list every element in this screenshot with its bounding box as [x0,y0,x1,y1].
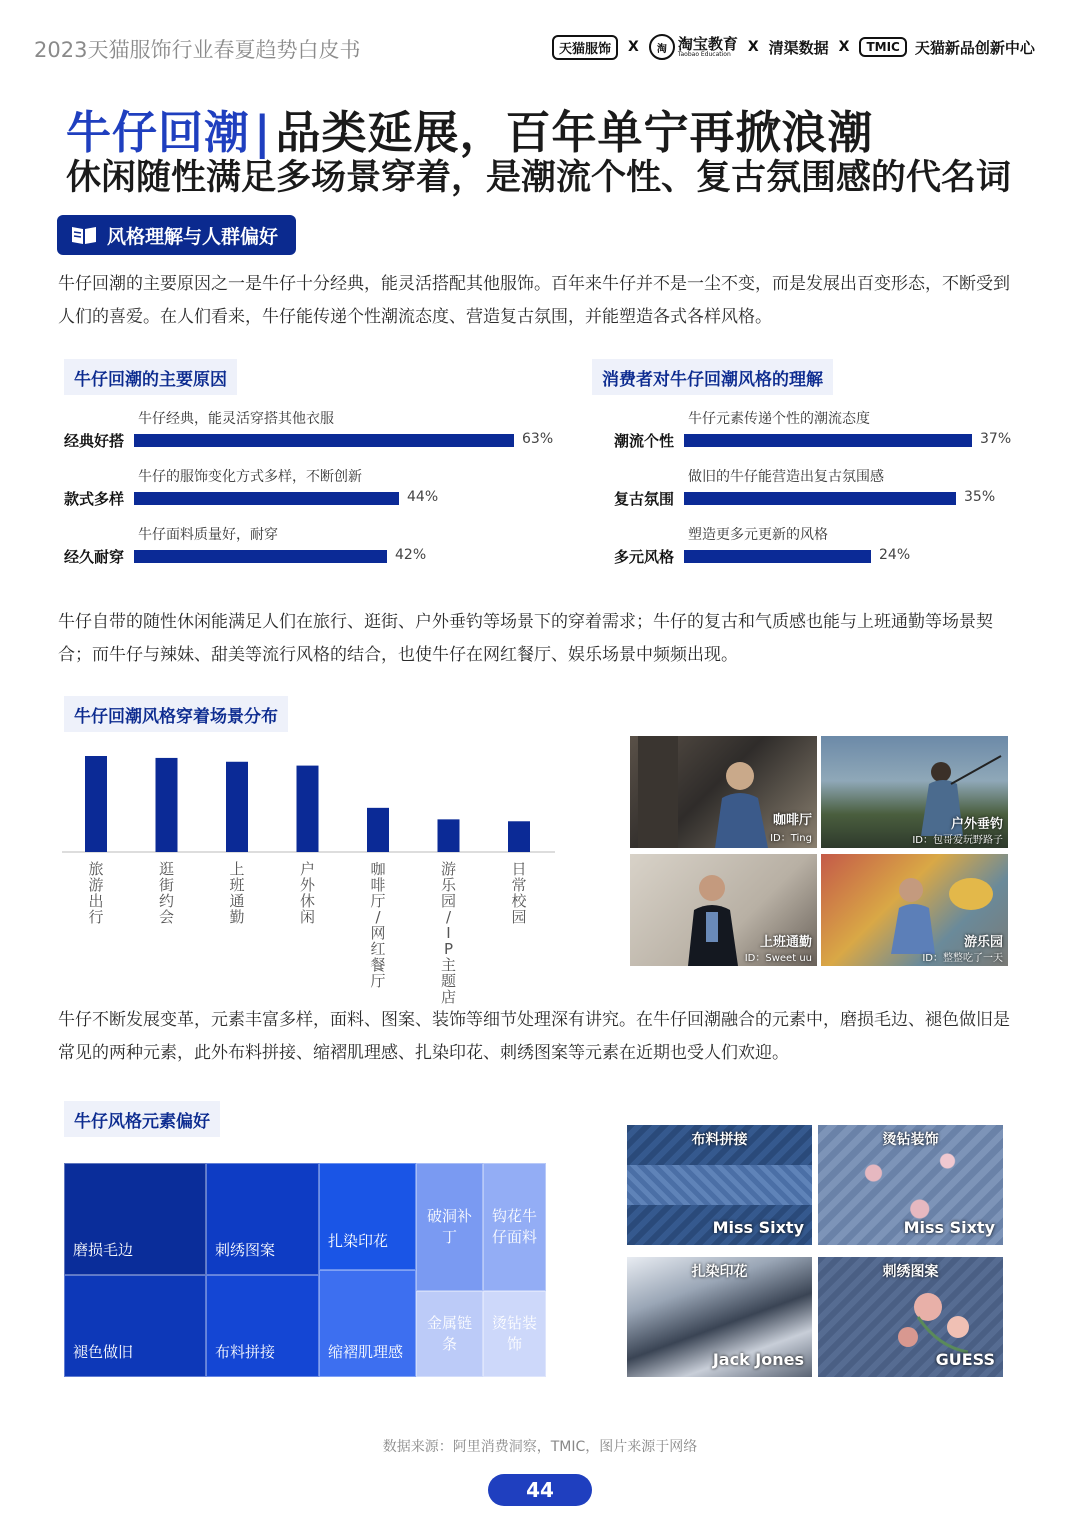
x-tick-label: 通 [229,892,245,910]
x-tick-label: I [446,924,451,942]
headline-bar: | [254,106,272,159]
x-tick-label: 校 [511,892,527,910]
x-tick-label: / [445,908,452,926]
x-tick-label: 厅 [370,892,386,910]
treemap-cell-tie-dye [319,1163,416,1270]
x-tick-label: 网 [370,924,386,942]
x-tick-label: 店 [440,988,457,1006]
element-photo-tie-dye [627,1257,812,1377]
section-header [57,215,296,255]
headline-rest: 品类延展，百年单宁再掀浪潮 [275,106,874,159]
bar [684,550,871,563]
bar-value-label: 35% [964,489,996,505]
x-tick-label: P [443,940,454,958]
separator: X [838,39,850,55]
chart-title-elements: 牛仔风格元素偏好 [64,1101,220,1137]
bar [367,808,389,852]
x-tick-label: 外 [299,876,316,894]
treemap-cell-embroidery [206,1163,319,1275]
headline-highlight: 牛仔回潮 [66,106,251,159]
bar-description: 牛仔元素传递个性的潮流态度 [688,411,870,427]
book-icon [71,225,97,245]
reasons-bar-chart [64,408,564,578]
treemap-cell-chain [416,1291,483,1377]
x-tick-label: 出 [88,892,104,910]
x-tick-label: 日 [511,860,527,878]
x-tick-label: 户 [299,860,316,878]
bar-value-label: 37% [980,431,1012,447]
report-title: 2023天猫服饰行业春夏趋势白皮书 [34,38,361,62]
x-tick-label: 逛 [158,860,175,878]
bar [156,758,178,852]
x-tick-label: 上 [229,860,245,878]
qingqu-data-logo: 清渠数据 [768,38,829,57]
x-tick-label: 行 [88,908,104,926]
bar-category-label: 潮流个性 [614,432,675,450]
taobao-circle-icon: 淘 [649,34,675,60]
bar-description: 做旧的牛仔能营造出复古氛围感 [688,469,884,485]
treemap-cell-worn-edges [64,1163,206,1275]
scene-photo-commute [630,854,817,966]
elements-paragraph: 牛仔不断发展变革，元素丰富多样，面料、图案、装饰等细节处理深有讲究。在牛仔回潮融合的元素中，磨损毛边、褪色做旧是常见的两种元素，此外布料拼接、缩褶肌理感、扎染印花、刺绣图案等元素在近期也受人们欢迎。 [58,1010,1010,1063]
tmic-badge: TMIC [859,37,906,57]
treemap-cell-patchwork [206,1275,319,1377]
chart-title-understanding: 消费者对牛仔回潮风格的理解 [592,359,833,395]
bar-value-label: 63% [522,431,554,447]
x-tick-label: 咖 [370,860,386,878]
treemap-cell-crochet [483,1163,546,1291]
bar [438,819,460,852]
element-photo-title: 刺绣图案 [882,1264,939,1280]
page-subheadline: 休闲随性满足多场景穿着，是潮流个性、复古氛围感的代名词 [66,158,1012,198]
element-photo-title: 扎染印花 [691,1264,748,1280]
x-tick-label: 啡 [370,876,386,894]
x-tick-label: 班 [229,876,245,894]
scene-caption: 咖啡厅 [772,813,812,828]
treemap-label: 布料拼接 [215,1343,276,1361]
x-tick-label: 餐 [370,956,386,974]
x-tick-label: 旅 [88,860,104,878]
element-photo-title: 烫钻装饰 [882,1132,939,1148]
scene-caption: 上班通勤 [759,935,812,950]
x-tick-label: 勤 [229,908,245,926]
x-tick-label: 闲 [299,908,316,926]
x-tick-label: 乐 [440,876,457,894]
bar-description: 牛仔的服饰变化方式多样，不断创新 [138,469,362,485]
bar-value-label: 44% [407,489,439,505]
treemap-cell-rhinestone [483,1291,546,1377]
scene-bar-chart [60,740,560,1006]
x-tick-label: 厅 [370,972,386,990]
treemap-cell-ripped [416,1163,483,1291]
bar-category-label: 款式多样 [64,490,125,508]
element-photo-embroidery [818,1257,1003,1377]
treemap-label: 破洞补丁 [426,1207,472,1246]
bar-category-label: 多元风格 [614,548,675,566]
treemap-cell-ruching [319,1270,416,1377]
x-tick-label: 约 [158,892,175,910]
bar [297,766,319,852]
separator: X [628,39,639,55]
bar-value-label: 42% [395,547,427,563]
understanding-bar-chart [614,408,1044,578]
partner-subtitle: Taobao Education [677,50,731,58]
x-tick-label: 园 [440,892,457,910]
tmic-logo-text: 天猫新品创新中心 [914,38,1035,57]
page-number: 44 [488,1474,592,1506]
tmall-apparel-logo: 天猫服饰 [552,35,618,60]
section-title: 风格理解与人群偏好 [107,225,279,248]
bar [226,762,248,852]
scene-credit: ID：Ting [770,833,812,844]
scene-caption: 游乐园 [963,935,1003,950]
bar [134,492,399,505]
data-source-note: 数据来源：阿里消费洞察，TMIC，图片来源于网络 [382,1439,698,1455]
scene-photo-amusement [821,854,1008,966]
bar-category-label: 复古氛围 [614,490,675,508]
x-tick-label: / [375,908,381,926]
x-tick-label: 游 [440,860,457,878]
x-tick-label: 主 [440,956,457,974]
bar-value-label: 24% [879,547,911,563]
bar [684,434,972,447]
treemap-label: 扎染印花 [328,1232,389,1250]
x-tick-label: 园 [511,908,527,926]
chart-title-scenes: 牛仔回潮风格穿着场景分布 [64,696,288,732]
scene-paragraph: 牛仔自带的随性休闲能满足人们在旅行、逛街、户外垂钓等场景下的穿着需求；牛仔的复古和气质感也能与上班通勤等场景契合；而牛仔与辣妹、甜美等流行风格的结合，也使牛仔在网红餐厅、娱乐场景中频频出现。 [58,612,993,665]
element-photo-brand: Miss Sixty [712,1218,804,1237]
scene-photo-cafe [630,736,817,848]
treemap-label: 缩褶肌理感 [328,1343,404,1361]
x-tick-label: 街 [158,876,175,894]
x-tick-label: 题 [440,972,457,990]
taobao-education-logo [649,34,738,60]
partner-logos [552,30,1035,64]
bar-description: 牛仔经典，能灵活穿搭其他衣服 [138,411,334,427]
element-photo-brand: Miss Sixty [903,1218,995,1237]
bar-category-label: 经久耐穿 [64,548,125,566]
scene-credit: ID：Sweet uu [744,953,812,964]
element-photo-patchwork [627,1125,812,1245]
x-tick-label: 会 [158,908,175,926]
treemap-label: 钩花牛仔面料 [491,1207,537,1246]
bar-description: 塑造更多元更新的风格 [688,527,828,543]
separator: X [747,39,759,55]
chart-title-reasons: 牛仔回潮的主要原因 [64,359,237,395]
treemap-label: 刺绣图案 [215,1241,276,1259]
bar [508,821,530,852]
treemap-label: 褪色做旧 [73,1343,134,1361]
element-treemap [64,1163,546,1377]
element-photo-title: 布料拼接 [691,1132,748,1148]
x-tick-label: 常 [511,876,527,894]
x-tick-label: 红 [370,940,386,958]
intro-paragraph: 牛仔回潮的主要原因之一是牛仔十分经典，能灵活搭配其他服饰。百年来牛仔并不是一尘不变，而是发展出百变形态，不断受到人们的喜爱。在人们看来，牛仔能传递个性潮流态度、营造复古氛围，并能塑造各式各样风格。 [58,274,1010,327]
scene-credit: ID：包哥爱玩野路子 [912,835,1003,846]
treemap-label: 磨损毛边 [73,1241,134,1259]
scene-photo-fishing [821,736,1008,848]
bar [134,434,514,447]
treemap-label: 烫钻装饰 [491,1314,537,1353]
bar [134,550,387,563]
treemap-label: 金属链条 [426,1314,472,1353]
element-photo-brand: GUESS [935,1350,995,1369]
x-tick-label: 游 [88,876,104,894]
bar [85,756,107,852]
scene-credit: ID：整整吃了一天 [922,953,1003,964]
bar-category-label: 经典好搭 [64,432,125,450]
bar-description: 牛仔面料质量好，耐穿 [138,527,278,543]
x-tick-label: 休 [299,892,316,910]
element-photo-brand: Jack Jones [712,1350,804,1369]
partner-name: 淘宝教育 [677,34,738,53]
bar [684,492,956,505]
treemap-cell-faded [64,1275,206,1377]
element-photo-rhinestone [818,1125,1003,1245]
scene-caption: 户外垂钓 [950,817,1003,832]
